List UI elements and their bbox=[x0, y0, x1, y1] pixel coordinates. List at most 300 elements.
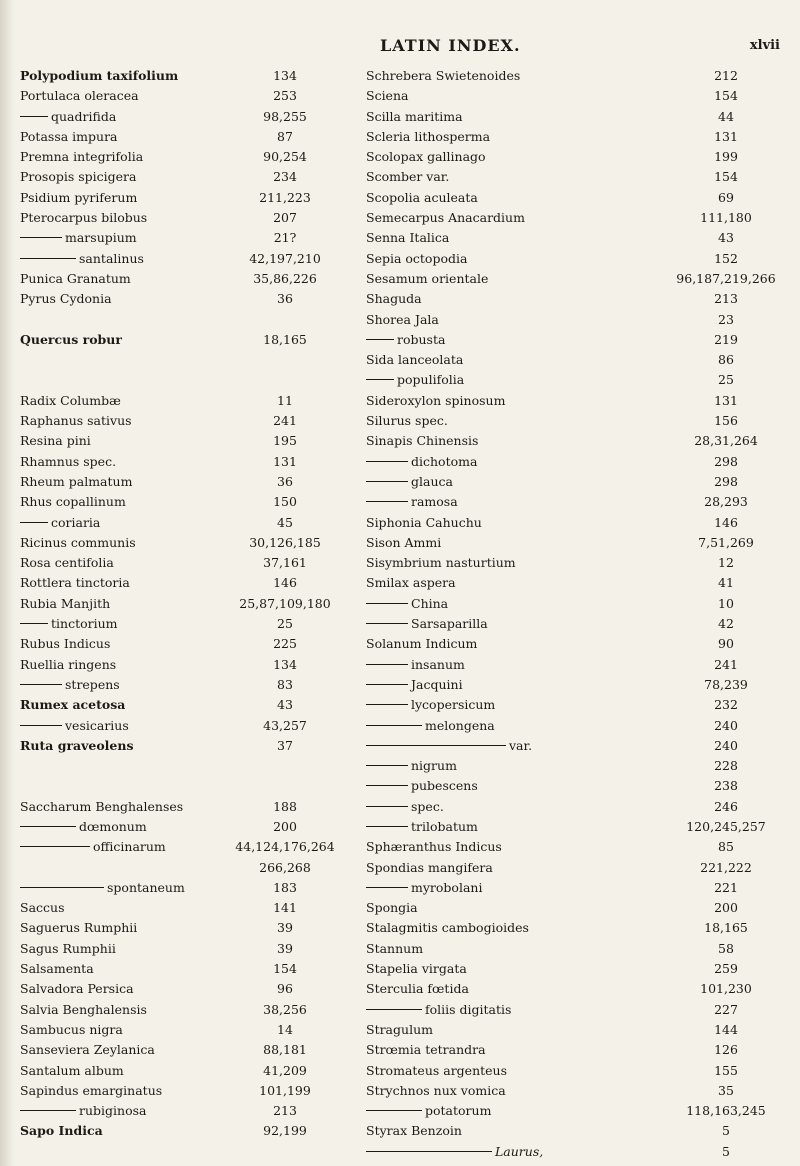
entry-term-text: strepens bbox=[65, 676, 120, 692]
entry-term-text: Shaguda bbox=[366, 291, 422, 307]
entry-term-text: Sisymbrium nasturtium bbox=[366, 555, 516, 571]
entry-term-text: Sanseviera Zeylanica bbox=[20, 1042, 155, 1058]
index-entry bbox=[366, 797, 786, 817]
index-entry bbox=[366, 939, 786, 959]
entry-page-refs: 87 bbox=[277, 128, 293, 144]
entry-page-refs: 238 bbox=[714, 778, 738, 794]
entry-page-refs: 21? bbox=[273, 230, 297, 246]
entry-page-refs: 146 bbox=[714, 514, 738, 530]
index-entry bbox=[20, 1081, 360, 1101]
entry-page-refs: 154 bbox=[714, 169, 738, 185]
entry-term-text: vesicarius bbox=[65, 717, 129, 733]
index-entry bbox=[20, 553, 360, 573]
index-entry bbox=[366, 391, 786, 411]
index-entry bbox=[20, 898, 360, 918]
entry-term bbox=[366, 695, 495, 715]
index-entry bbox=[20, 492, 360, 512]
entry-page-refs: 88,181 bbox=[263, 1042, 307, 1058]
index-entry bbox=[366, 655, 786, 675]
entry-page-refs: 225 bbox=[273, 636, 297, 652]
index-entry bbox=[20, 614, 360, 634]
entry-term-text: Psidium pyriferum bbox=[20, 189, 138, 205]
entry-term-text: Sida lanceolata bbox=[366, 352, 464, 368]
index-entry bbox=[20, 1101, 360, 1121]
ditto-rule bbox=[366, 806, 408, 807]
entry-term bbox=[366, 533, 441, 553]
ditto-rule bbox=[20, 725, 62, 726]
entry-term-text: Stromateus argenteus bbox=[366, 1062, 508, 1078]
entry-page-refs: 221 bbox=[714, 879, 738, 895]
entry-term bbox=[20, 1020, 123, 1040]
index-entry bbox=[366, 858, 786, 878]
entry-page-refs: 25 bbox=[277, 616, 293, 632]
entry-page-refs: 213 bbox=[273, 1103, 297, 1119]
ditto-rule bbox=[366, 379, 394, 380]
entry-term-text: Scomber var. bbox=[366, 169, 450, 185]
entry-term bbox=[20, 1000, 147, 1020]
entry-page-refs: 90 bbox=[718, 636, 734, 652]
entry-page-refs: 188 bbox=[273, 798, 297, 814]
index-entry bbox=[366, 1101, 786, 1121]
entry-term bbox=[366, 350, 463, 370]
entry-term bbox=[366, 776, 478, 796]
entry-term-text: Sesamum orientale bbox=[366, 270, 489, 286]
ditto-rule bbox=[20, 623, 48, 624]
entry-page-refs: 92,199 bbox=[263, 1123, 307, 1139]
entry-term bbox=[366, 736, 532, 756]
entry-page-refs: 232 bbox=[714, 697, 738, 713]
index-entry bbox=[20, 472, 360, 492]
entry-term bbox=[20, 594, 110, 614]
entry-term bbox=[20, 107, 116, 127]
entry-term-text: dœmonum bbox=[79, 818, 147, 834]
entry-page-refs: 154 bbox=[714, 88, 738, 104]
entry-term bbox=[20, 391, 121, 411]
index-entry bbox=[20, 1121, 360, 1141]
entry-term-text: Rubia Manjith bbox=[20, 595, 111, 611]
entry-page-refs: 118,163,245 bbox=[686, 1103, 766, 1119]
entry-page-refs: 101,199 bbox=[259, 1082, 311, 1098]
entry-term bbox=[20, 878, 185, 898]
entry-term bbox=[20, 979, 134, 999]
entry-term-text: Pterocarpus bilobus bbox=[20, 210, 148, 226]
entry-term bbox=[366, 269, 488, 289]
index-entry bbox=[20, 431, 360, 451]
entry-term bbox=[20, 513, 100, 533]
index-entry bbox=[366, 269, 786, 289]
index-entry bbox=[20, 1000, 360, 1020]
ditto-rule bbox=[366, 623, 408, 624]
entry-term bbox=[20, 695, 125, 715]
ditto-rule bbox=[20, 522, 48, 523]
index-entry bbox=[20, 452, 360, 472]
entry-term bbox=[366, 898, 418, 918]
entry-page-refs: 39 bbox=[277, 940, 293, 956]
entry-term bbox=[366, 188, 478, 208]
entry-term bbox=[366, 573, 456, 593]
entry-page-refs: 234 bbox=[273, 169, 297, 185]
entry-term-text: Scopolia aculeata bbox=[366, 189, 478, 205]
entry-page-refs: 90,254 bbox=[263, 149, 307, 165]
entry-term bbox=[366, 107, 463, 127]
index-entry bbox=[366, 350, 786, 370]
entry-page-refs: 38,256 bbox=[263, 1001, 307, 1017]
entry-term bbox=[366, 1000, 511, 1020]
entry-term-text: Sinapis Chinensis bbox=[366, 433, 479, 449]
entry-page-refs: 7,51,269 bbox=[698, 534, 754, 550]
entry-term-text: spec. bbox=[411, 798, 444, 814]
entry-term bbox=[366, 797, 444, 817]
index-entry bbox=[366, 594, 786, 614]
entry-page-refs: 44 bbox=[718, 108, 734, 124]
index-entry bbox=[366, 1081, 786, 1101]
index-entry bbox=[20, 594, 360, 614]
index-entry bbox=[366, 716, 786, 736]
entry-term bbox=[366, 553, 516, 573]
index-entry bbox=[366, 228, 786, 248]
index-entry bbox=[20, 249, 360, 269]
entry-page-refs: 155 bbox=[714, 1062, 738, 1078]
page-title: LATIN INDEX. bbox=[380, 36, 521, 55]
entry-page-refs: 5 bbox=[722, 1123, 730, 1139]
ditto-rule bbox=[366, 339, 394, 340]
index-entry bbox=[20, 127, 360, 147]
entry-term bbox=[366, 614, 488, 634]
entry-term-text: rubiginosa bbox=[79, 1103, 147, 1119]
entry-term bbox=[366, 716, 495, 736]
entry-term-text: officinarum bbox=[93, 839, 166, 855]
entry-term-text: Rubus Indicus bbox=[20, 636, 111, 652]
entry-page-refs: 11 bbox=[277, 392, 293, 408]
index-entry bbox=[20, 147, 360, 167]
entry-term-text: Scleria lithosperma bbox=[366, 128, 491, 144]
page-number: xlvii bbox=[749, 38, 780, 53]
entry-term-text: Rhus copallinum bbox=[20, 494, 126, 510]
entry-term-text: Ruta graveolens bbox=[20, 737, 134, 753]
entry-term-text: Sapo Indica bbox=[20, 1123, 103, 1139]
index-entry bbox=[20, 716, 360, 736]
entry-term bbox=[366, 1040, 486, 1060]
entry-term-text: Silurus spec. bbox=[366, 413, 448, 429]
entry-term bbox=[20, 228, 137, 248]
index-entry bbox=[20, 167, 360, 187]
entry-page-refs: 228 bbox=[714, 758, 738, 774]
column-spacer bbox=[20, 776, 360, 796]
entry-term-text: China bbox=[411, 595, 449, 611]
entry-term bbox=[20, 675, 120, 695]
entry-term-text: Shorea Jala bbox=[366, 311, 439, 327]
index-entry bbox=[20, 655, 360, 675]
entry-term bbox=[366, 147, 486, 167]
index-entry bbox=[366, 756, 786, 776]
entry-page-refs: 10 bbox=[718, 595, 734, 611]
index-entry bbox=[366, 208, 786, 228]
entry-page-refs: 134 bbox=[273, 656, 297, 672]
entry-term bbox=[366, 1081, 506, 1101]
entry-page-refs: 42,197,210 bbox=[249, 250, 321, 266]
index-entry bbox=[366, 86, 786, 106]
index-entry bbox=[20, 533, 360, 553]
entry-term bbox=[366, 370, 464, 390]
entry-term-text: Saccus bbox=[20, 900, 65, 916]
entry-term-text: Sarsaparilla bbox=[411, 616, 488, 632]
ditto-rule bbox=[366, 461, 408, 462]
entry-page-refs: 101,230 bbox=[700, 981, 752, 997]
entry-page-refs: 154 bbox=[273, 961, 297, 977]
ditto-rule bbox=[366, 1110, 422, 1111]
entry-term bbox=[20, 208, 147, 228]
entry-term-text: Strychnos nux vomica bbox=[366, 1082, 506, 1098]
entry-page-refs: 150 bbox=[273, 494, 297, 510]
entry-page-refs: 35 bbox=[718, 1082, 734, 1098]
index-entry bbox=[20, 66, 360, 86]
entry-term bbox=[20, 167, 136, 187]
index-entry bbox=[20, 797, 360, 817]
entry-term bbox=[366, 66, 520, 86]
entry-term bbox=[366, 330, 445, 350]
ditto-rule bbox=[20, 116, 48, 117]
entry-term-text: Stalagmitis cambogioides bbox=[366, 920, 529, 936]
entry-term bbox=[20, 127, 118, 147]
entry-term-text: insanum bbox=[411, 656, 465, 672]
entry-term-text: Premna integrifolia bbox=[20, 149, 144, 165]
entry-term-text: Siphonia Cahuchu bbox=[366, 514, 482, 530]
index-entry bbox=[366, 553, 786, 573]
entry-term-text: Rosa centifolia bbox=[20, 555, 114, 571]
entry-term bbox=[366, 249, 467, 269]
index-entry bbox=[366, 452, 786, 472]
ditto-rule bbox=[366, 1151, 492, 1152]
entry-page-refs: 126 bbox=[714, 1042, 738, 1058]
index-entry bbox=[20, 817, 360, 837]
entry-page-refs: 98,255 bbox=[263, 108, 307, 124]
index-entry bbox=[366, 675, 786, 695]
index-entry bbox=[366, 614, 786, 634]
entry-page-refs: 25 bbox=[718, 372, 734, 388]
entry-term-text: Stapelia virgata bbox=[366, 961, 467, 977]
index-entry bbox=[366, 898, 786, 918]
index-entry bbox=[366, 1142, 786, 1162]
entry-page-refs: 298 bbox=[714, 473, 738, 489]
entry-page-refs: 241 bbox=[714, 656, 738, 672]
entry-term bbox=[366, 492, 458, 512]
entry-term bbox=[20, 330, 122, 350]
entry-term-text: Laurus, bbox=[495, 1143, 544, 1159]
entry-term-text: Strœmia tetrandra bbox=[366, 1042, 486, 1058]
entry-term-text: Sideroxylon spinosum bbox=[366, 392, 506, 408]
index-entry bbox=[366, 107, 786, 127]
index-entry bbox=[20, 188, 360, 208]
entry-term bbox=[366, 431, 478, 451]
index-entry bbox=[20, 939, 360, 959]
index-entry bbox=[366, 66, 786, 86]
entry-term-text: Sapindus emarginatus bbox=[20, 1082, 163, 1098]
entry-term-text: Prosopis spicigera bbox=[20, 169, 137, 185]
index-entry bbox=[366, 411, 786, 431]
entry-term-text: Saccharum Benghalenses bbox=[20, 798, 184, 814]
entry-term-text: Sambucus nigra bbox=[20, 1021, 123, 1037]
entry-term bbox=[20, 736, 134, 756]
index-entry bbox=[20, 878, 360, 898]
index-entry bbox=[20, 979, 360, 999]
entry-term bbox=[366, 391, 505, 411]
entry-term-text: Sison Ammi bbox=[366, 534, 442, 550]
entry-page-refs: 58 bbox=[718, 940, 734, 956]
entry-term-text: Quercus robur bbox=[20, 331, 122, 347]
entry-page-refs: 131 bbox=[273, 453, 297, 469]
column-spacer bbox=[20, 370, 360, 390]
entry-page-refs: 36 bbox=[277, 473, 293, 489]
entry-term bbox=[20, 147, 143, 167]
ditto-rule bbox=[20, 237, 62, 238]
entry-page-refs: 25,87,109,180 bbox=[239, 595, 331, 611]
entry-term-text: santalinus bbox=[79, 250, 144, 266]
entry-page-refs: 5 bbox=[722, 1143, 730, 1159]
entry-page-refs: 131 bbox=[714, 392, 738, 408]
entry-page-refs: 85 bbox=[718, 839, 734, 855]
entry-term bbox=[20, 1040, 155, 1060]
entry-term bbox=[366, 86, 408, 106]
entry-term bbox=[20, 553, 114, 573]
index-entry bbox=[20, 837, 360, 857]
entry-page-refs: 28,31,264 bbox=[694, 433, 758, 449]
entry-term-text: Punica Granatum bbox=[20, 270, 131, 286]
index-entry bbox=[20, 1061, 360, 1081]
entry-term bbox=[366, 675, 463, 695]
entry-page-refs: 37 bbox=[277, 737, 293, 753]
index-column-right bbox=[366, 66, 786, 1162]
ditto-rule bbox=[366, 725, 422, 726]
entry-term bbox=[366, 979, 469, 999]
entry-page-refs: 200 bbox=[714, 900, 738, 916]
entry-term bbox=[20, 959, 94, 979]
entry-page-refs: 141 bbox=[273, 900, 297, 916]
entry-term bbox=[20, 188, 137, 208]
entry-page-refs: 30,126,185 bbox=[249, 534, 321, 550]
entry-term-text: ramosa bbox=[411, 494, 458, 510]
entry-term-text: glauca bbox=[411, 473, 453, 489]
entry-term-text: Raphanus sativus bbox=[20, 413, 132, 429]
index-entry bbox=[366, 634, 786, 654]
entry-term bbox=[20, 817, 147, 837]
index-entry bbox=[20, 208, 360, 228]
entry-term bbox=[366, 1101, 491, 1121]
entry-term-text: Portulaca oleracea bbox=[20, 88, 139, 104]
index-entry bbox=[366, 918, 786, 938]
entry-term-text: Semecarpus Anacardium bbox=[366, 210, 525, 226]
index-entry bbox=[366, 979, 786, 999]
ditto-rule bbox=[20, 684, 62, 685]
entry-term-text: Sphæranthus Indicus bbox=[366, 839, 502, 855]
index-entry bbox=[20, 269, 360, 289]
entry-page-refs: 298 bbox=[714, 453, 738, 469]
column-spacer bbox=[20, 756, 360, 776]
index-column-left bbox=[20, 66, 360, 1142]
entry-term-text: Spongia bbox=[366, 900, 418, 916]
index-entry bbox=[20, 634, 360, 654]
entry-page-refs: 183 bbox=[273, 879, 297, 895]
entry-term bbox=[20, 1061, 124, 1081]
entry-term-text: Pyrus Cydonia bbox=[20, 291, 112, 307]
index-entry bbox=[366, 249, 786, 269]
index-entry bbox=[366, 1061, 786, 1081]
ditto-rule bbox=[366, 501, 408, 502]
entry-term bbox=[20, 939, 116, 959]
index-entry bbox=[366, 776, 786, 796]
entry-term bbox=[366, 1142, 543, 1162]
entry-term bbox=[366, 837, 502, 857]
entry-term-text: Schrebera Swietenoides bbox=[366, 68, 521, 83]
ditto-rule bbox=[366, 745, 506, 746]
entry-term bbox=[20, 533, 136, 553]
index-entry bbox=[366, 167, 786, 187]
entry-term-text: Spondias mangifera bbox=[366, 859, 493, 875]
entry-page-refs: 35,86,226 bbox=[253, 270, 317, 286]
entry-term bbox=[20, 655, 116, 675]
entry-term bbox=[366, 310, 439, 330]
entry-page-refs: 41,209 bbox=[263, 1062, 307, 1078]
index-entry bbox=[366, 147, 786, 167]
index-entry bbox=[366, 1040, 786, 1060]
entry-page-refs: 37,161 bbox=[263, 555, 307, 571]
entry-page-refs: 241 bbox=[273, 413, 297, 429]
entry-term bbox=[366, 594, 448, 614]
index-entry bbox=[20, 736, 360, 756]
index-entry bbox=[366, 1000, 786, 1020]
entry-term bbox=[366, 634, 477, 654]
entry-page-refs: 43,257 bbox=[263, 717, 307, 733]
entry-page-refs: 266,268 bbox=[259, 859, 311, 875]
entry-page-refs: 131 bbox=[714, 128, 738, 144]
index-entry bbox=[366, 533, 786, 553]
index-entry bbox=[366, 837, 786, 857]
entry-page-refs: 28,293 bbox=[704, 494, 748, 510]
entry-term-text: Rumex acetosa bbox=[20, 697, 126, 713]
entry-term bbox=[366, 411, 448, 431]
entry-page-refs: 156 bbox=[714, 413, 738, 429]
entry-page-refs: 78,239 bbox=[704, 676, 748, 692]
entry-term-text: Polypodium taxifolium bbox=[20, 68, 179, 83]
entry-page-refs: 134 bbox=[273, 68, 297, 83]
entry-term bbox=[366, 858, 493, 878]
entry-page-refs: 12 bbox=[718, 555, 734, 571]
ditto-rule bbox=[20, 846, 90, 847]
entry-page-refs: 221,222 bbox=[700, 859, 752, 875]
entry-term bbox=[366, 452, 477, 472]
entry-term bbox=[20, 614, 118, 634]
entry-page-refs: 43 bbox=[718, 230, 734, 246]
entry-term-text: Radix Columbæ bbox=[20, 392, 121, 408]
index-entry bbox=[366, 817, 786, 837]
entry-page-refs: 39 bbox=[277, 920, 293, 936]
ditto-rule bbox=[366, 704, 408, 705]
entry-page-refs: 200 bbox=[273, 818, 297, 834]
entry-page-refs: 45 bbox=[277, 514, 293, 530]
index-entry bbox=[20, 1040, 360, 1060]
entry-term bbox=[20, 249, 144, 269]
index-entry bbox=[20, 573, 360, 593]
entry-term-text: spontaneum bbox=[107, 879, 185, 895]
ditto-rule bbox=[20, 258, 76, 259]
entry-term bbox=[366, 959, 467, 979]
index-entry bbox=[366, 330, 786, 350]
entry-term-text: Stragulum bbox=[366, 1021, 433, 1037]
entry-page-refs: 246 bbox=[714, 798, 738, 814]
entry-term-text: Sagus Rumphii bbox=[20, 940, 116, 956]
entry-page-refs: 120,245,257 bbox=[686, 818, 766, 834]
entry-term-text: Ruellia ringens bbox=[20, 656, 117, 672]
index-entry bbox=[20, 330, 360, 350]
